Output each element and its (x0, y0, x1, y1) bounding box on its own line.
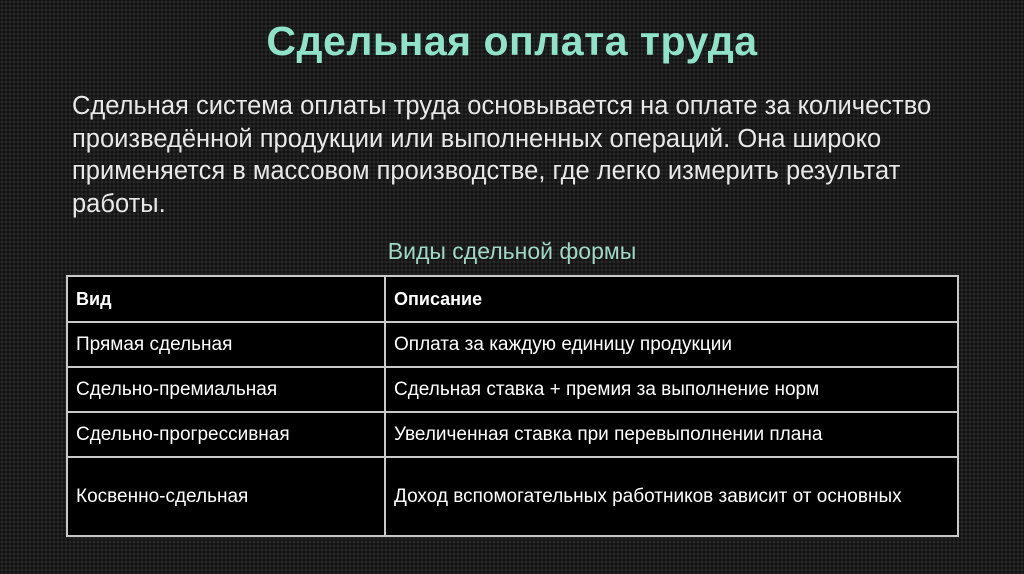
slide-title: Сдельная оплата труда (266, 18, 758, 64)
cell-description: Сдельная ставка + премия за выполнение норм (385, 367, 958, 412)
cell-type: Косвенно-сдельная (67, 457, 385, 536)
intro-paragraph: Сдельная система оплаты труда основывается на оплате за количество произведённой продукции или выполненных операций. Она широко применяется в массовом производстве, где легко измерить результат работы. (72, 92, 932, 218)
cell-type: Сдельно-премиальная (67, 367, 385, 412)
table-row (67, 412, 958, 457)
table-row (67, 367, 958, 412)
table-row (67, 322, 958, 367)
piecework-types-table (66, 275, 959, 537)
cell-type: Прямая сдельная (67, 322, 385, 367)
header-description: Описание (385, 276, 958, 322)
table-caption: Виды сдельной формы (387, 238, 637, 264)
table-row (67, 457, 958, 536)
cell-description: Оплата за каждую единицу продукции (385, 322, 958, 367)
cell-type: Сдельно-прогрессивная (67, 412, 385, 457)
header-type: Вид (67, 276, 385, 322)
cell-description: Увеличенная ставка при перевыполнении плана (385, 412, 958, 457)
cell-description: Доход вспомогательных работников зависит от основных (385, 457, 958, 536)
table-header-row (67, 276, 958, 322)
